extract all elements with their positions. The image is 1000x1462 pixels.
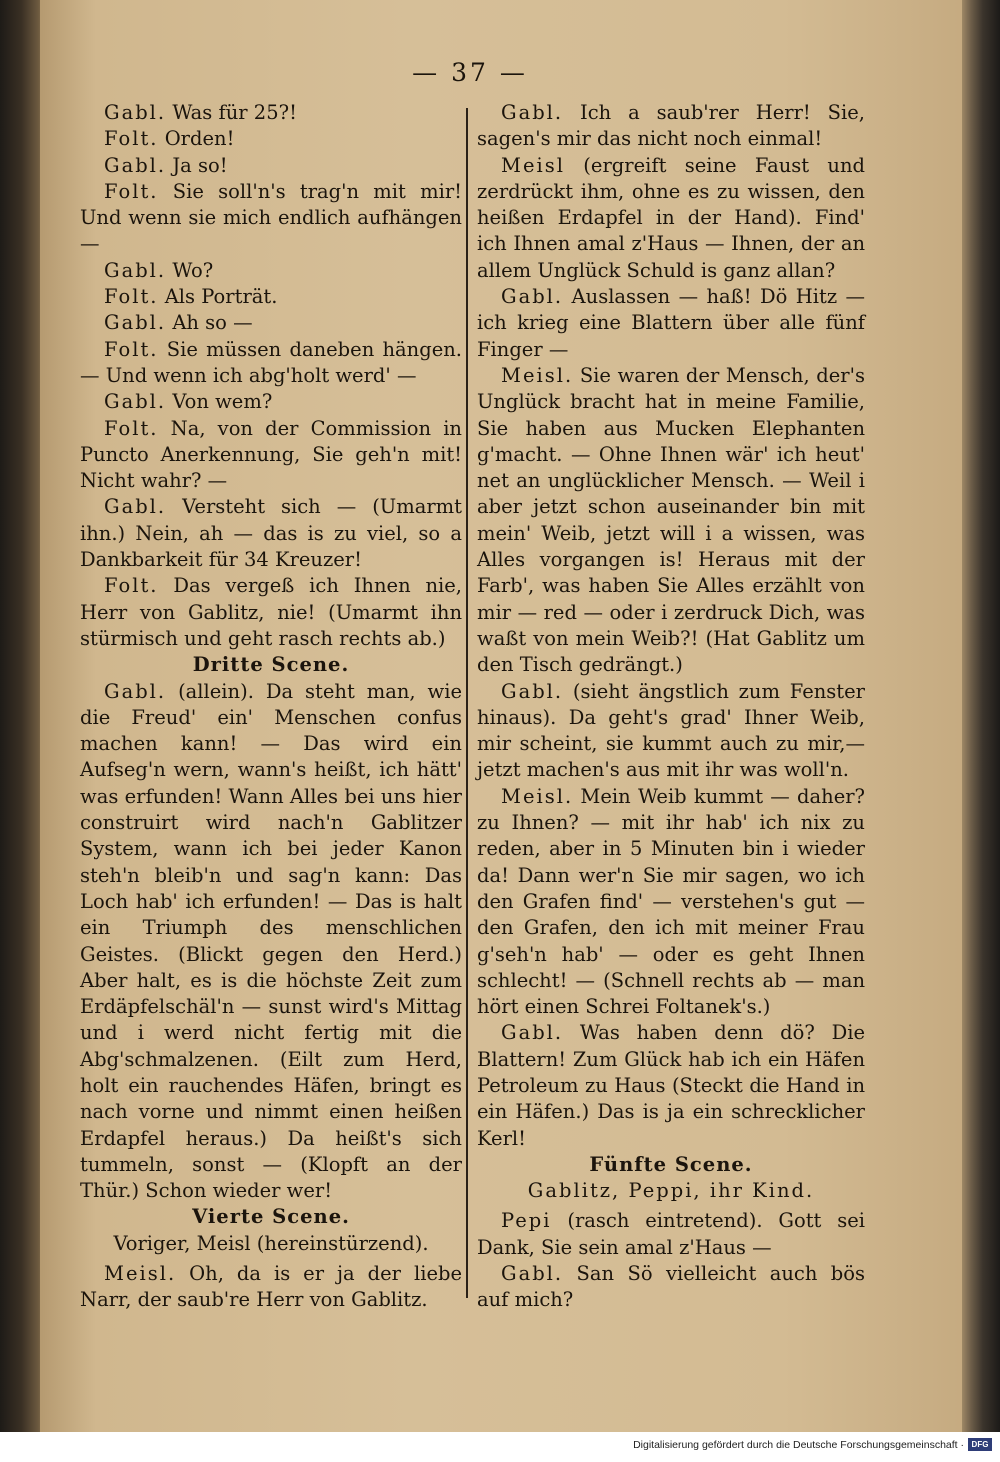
line-text: Wo? xyxy=(172,258,214,282)
speaker: Gabl. xyxy=(501,285,564,309)
line-text: Na, von der Commission in Puncto Anerkennung, Sie geh'n mit! Nicht wahr? — xyxy=(80,416,462,493)
line-text: (allein). Da steht man, wie die Freud' ein' Menschen confus machen kann! — Das wird ein Aufseg'n wern, wann's heißt, ich hätt' was erfunden! Wann Alles bei uns hier construirt wird nach'n Gablitzer System, wann ich bei jeder Kanon steh'n bleib'n und sag'n kann: Das Loch hab' ich erfunden! — Das is halt ein Triumph des menschlichen Geistes. (Blickt gegen den Herd.) Aber halt, es is die höchste Zeit zum Erdäpfelschäl'n — sunst wird's Mittag und i werd nicht fertig mit die Abg'schmalzenen. (Eilt zum Herd, holt ein rauchendes Häfen, bringt es nach vorne und nimmt einen heißen Erdapfel heraus.) Da heißt's sich tummeln, sonst — (Klopft an der Thür.) Schon wieder wer! xyxy=(80,679,462,1203)
dialogue-line xyxy=(80,679,462,1205)
speaker: Gabl. xyxy=(104,495,167,519)
line-text: Ah so — xyxy=(172,311,253,335)
line-text: Von wem? xyxy=(172,390,273,414)
speaker: Folt. xyxy=(104,416,159,440)
speaker: Meisl. xyxy=(104,1262,177,1286)
line-text: Oh, da is er ja der liebe Narr, der saub're Herr von Gablitz. xyxy=(80,1262,463,1312)
line-text: Sie soll'n's trag'n mit mir! Und wenn sie mich endlich aufhängen — xyxy=(80,179,462,256)
speaker: Folt. xyxy=(104,179,159,203)
right-column xyxy=(477,100,865,1314)
speaker: Gabl. xyxy=(104,258,167,282)
speaker: Folt. xyxy=(104,337,159,361)
line-text: (rasch eintretend). Gott sei Dank, Sie sein amal z'Haus — xyxy=(477,1209,865,1259)
speaker: Gabl. xyxy=(501,679,564,703)
dialogue-line xyxy=(477,100,865,153)
column-divider xyxy=(466,108,468,1298)
line-text: Mein Weib kummt — daher? zu Ihnen? — mit ihr hab' ich nix zu reden, aber in 5 Minuten bin i wieder da! Dann wer'n Sie mir sagen, wo ich den Grafen find' — verstehen's gut — den Grafen, den ich mit meiner Frau g'seh'n hab' — oder es geht Ihnen schlecht! — (Schnell rechts ab — man hört einen Schrei Foltanek's.) xyxy=(477,784,866,1019)
stage-direction: Gablitz, Peppi, ihr Kind. xyxy=(527,1179,815,1203)
line-text: Sie waren der Mensch, der's Unglück bracht hat in meine Familie, Sie haben aus Mucken Elephanten g'macht. — Ohne Ihnen wär' ich heut' net an unglücklicher Mensch. — Weil i aber jetzt schon auseinander bin mit mein' Weib, jetzt will i a wissen, was Alles vorgangen is! Heraus mit der Farb', was haben Sie Alles erzählt von mir — red — oder i zerdruck Dich, was waßt von mein Weib?! (Hat Gablitz um den Tisch gedrängt.) xyxy=(477,363,865,677)
page-edge xyxy=(962,0,1000,1432)
left-column xyxy=(80,100,462,1314)
dialogue-line xyxy=(477,1261,865,1314)
dialogue-line xyxy=(477,784,865,1021)
dialogue-line xyxy=(477,363,865,679)
line-text: Orden! xyxy=(164,127,235,151)
dialogue-line xyxy=(477,153,865,284)
dialogue-line xyxy=(80,573,462,652)
line-text: Auslassen — haß! Dö Hitz — ich krieg eine Blattern über alle fünf Finger — xyxy=(477,285,866,361)
line-text: Was für 25?! xyxy=(172,101,297,124)
dialogue-line xyxy=(80,337,462,390)
line-text: Ja so! xyxy=(172,153,228,177)
dialogue-line xyxy=(80,389,462,415)
dialogue-line xyxy=(477,1020,865,1151)
page-number: — 37 — xyxy=(412,58,528,87)
speaker: Gabl. xyxy=(104,153,167,177)
dialogue-line xyxy=(477,679,865,784)
scene-heading: Fünfte Scene. xyxy=(589,1152,753,1176)
dialogue-line xyxy=(477,284,865,363)
line-text: Das vergeß ich Ihnen nie, Herr von Gablitz, nie! (Umarmt ihn stürmisch und geht rasch rechts ab.) xyxy=(80,574,462,650)
scene-heading: Vierte Scene. xyxy=(192,1205,350,1229)
dialogue-line xyxy=(80,310,462,336)
dialogue-line xyxy=(80,100,462,126)
speaker: Meisl. xyxy=(501,363,574,387)
line-text: Ich a saub'rer Herr! Sie, sagen's mir das nicht noch einmal! xyxy=(477,101,865,151)
speaker: Gabl. xyxy=(104,311,167,335)
line-text: Versteht sich — (Umarmt ihn.) Nein, ah — das is zu viel, so a Dankbarkeit für 34 Kreuzer! xyxy=(80,495,462,572)
line-text: (sieht ängstlich zum Fenster hinaus). Da geht's grad' Ihner Weib, mir scheint, sie kummt auch zu mir,—jetzt machen's aus mit ihr was woll'n. xyxy=(477,679,866,782)
speaker: Folt. xyxy=(104,285,159,309)
line-text: San Sö vielleicht auch bös auf mich? xyxy=(477,1262,865,1312)
dialogue-line xyxy=(80,126,462,152)
dialogue-line xyxy=(80,416,462,495)
dialogue-line xyxy=(80,258,462,284)
funding-credit: Digitalisierung gefördert durch die Deutsche Forschungsgemeinschaft · xyxy=(633,1439,964,1451)
speaker: Folt. xyxy=(104,127,159,151)
stage-direction: Voriger, Meisl (hereinstürzend). xyxy=(113,1231,429,1255)
speaker: Gabl. xyxy=(104,390,167,414)
line-text: Als Porträt. xyxy=(164,285,278,309)
dialogue-line xyxy=(80,153,462,179)
dfg-logo-icon: DFG xyxy=(968,1438,992,1451)
dialogue-line xyxy=(80,284,462,310)
line-text: (ergreift seine Faust und zerdrückt ihm, ohne es zu wissen, den heißen Erdapfel in der Hand). Find' ich Ihnen amal z'Haus — Ihnen, der an allem Unglück Schuld is ganz allan? xyxy=(477,153,865,282)
line-text: Was haben denn dö? Die Blattern! Zum Glück hab ich ein Häfen Petroleum zu Haus (Steckt die Hand in ein Häfen.) Das is ja ein schrecklicher Kerl! xyxy=(477,1021,865,1150)
line-text: Sie müssen daneben hängen. — Und wenn ich abg'holt werd' — xyxy=(80,337,462,387)
speaker: Meisl xyxy=(501,153,565,177)
speaker: Meisl. xyxy=(501,784,574,808)
speaker: Gabl. xyxy=(501,101,564,124)
speaker: Gabl. xyxy=(104,101,167,124)
speaker: Gabl. xyxy=(501,1262,564,1286)
speaker: Pepi xyxy=(501,1209,552,1233)
speaker: Gabl. xyxy=(501,1021,564,1045)
dialogue-line xyxy=(80,494,462,573)
dialogue-line xyxy=(80,179,462,258)
speaker: Gabl. xyxy=(104,679,167,703)
dialogue-line xyxy=(80,1261,462,1314)
dialogue-line xyxy=(477,1208,865,1261)
speaker: Folt. xyxy=(104,574,159,598)
scene-heading: Dritte Scene. xyxy=(192,653,350,677)
